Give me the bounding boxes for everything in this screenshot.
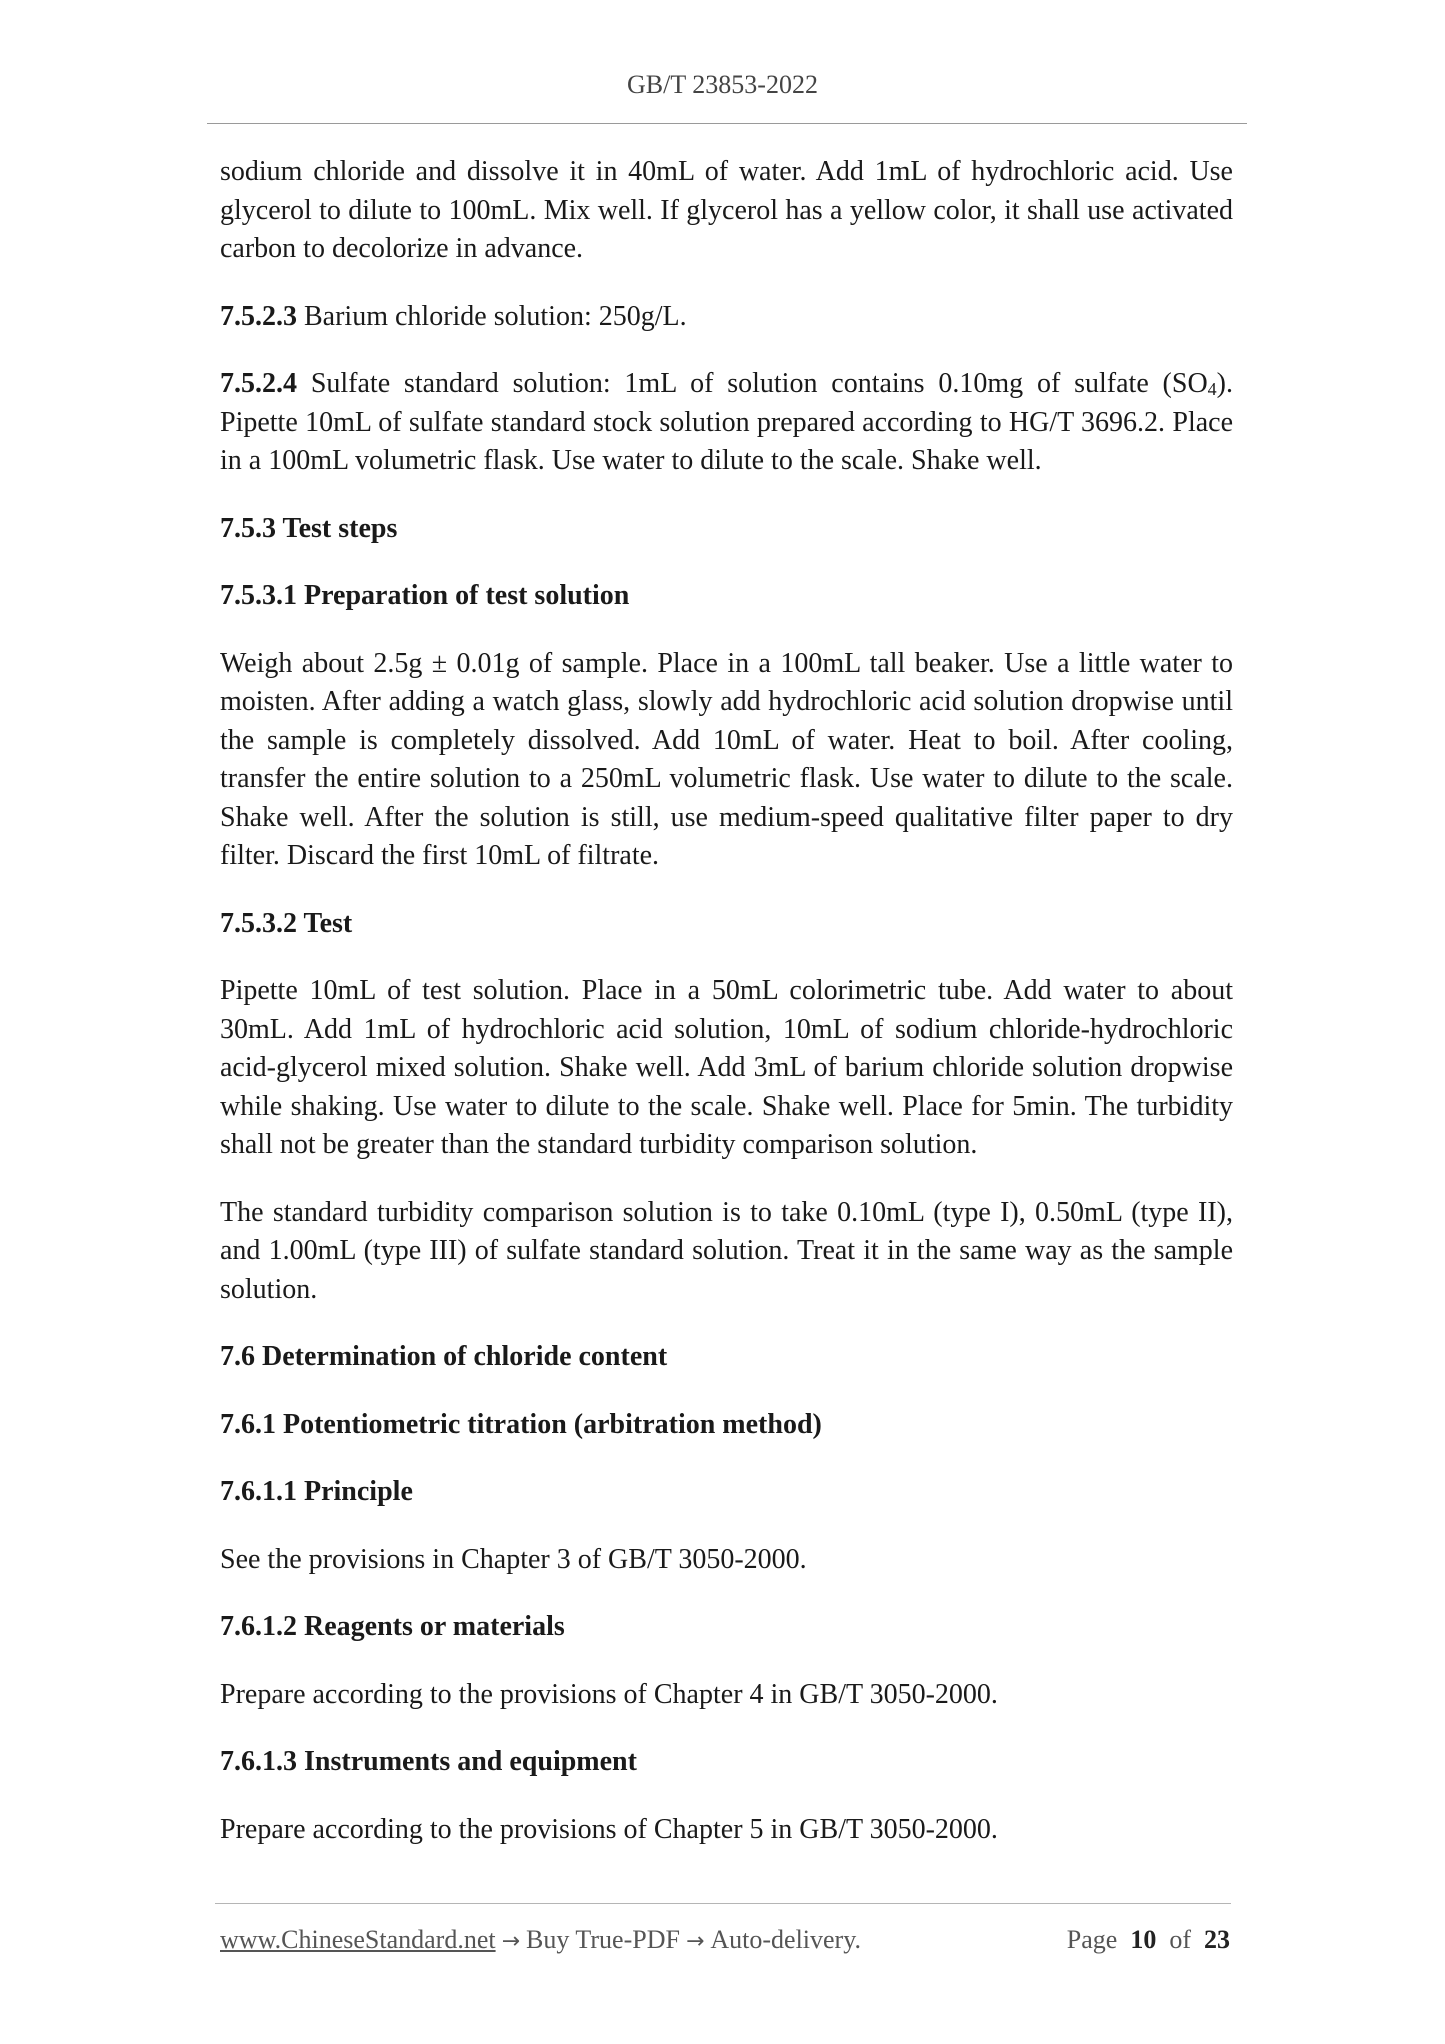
clause-text-part-b: ). Pipette 10mL of sulfate standard stock solution prepared according to HG/T 3696.2. Place in a 100mL volumetric flask. Use water to dilute to the scale. Shake well. xyxy=(220,368,1233,476)
current-page-number: 10 xyxy=(1130,1925,1157,1954)
paragraph-turbidity-comparison: The standard turbidity comparison solution is to take 0.10mL (type I), 0.50mL (type II), and 1.00mL (type III) of sulfate standard solution. Treat it in the same way as the sample solution. xyxy=(220,1196,1233,1305)
heading-7-5-3-2: 7.5.3.2 Test xyxy=(220,907,353,939)
clause-number: 7.5.2.3 xyxy=(220,300,297,332)
page-label: Page xyxy=(1066,1925,1118,1954)
total-pages-number: 23 xyxy=(1204,1925,1230,1954)
subscript-4: 4 xyxy=(1207,379,1217,399)
heading-7-6: 7.6 Determination of chloride content xyxy=(220,1341,668,1372)
clause-7-5-2-3 xyxy=(220,298,1233,337)
buy-pdf-text: Buy True-PDF xyxy=(526,1925,680,1954)
heading-7-6-1-3: 7.6.1.3 Instruments and equipment xyxy=(220,1746,637,1777)
paragraph-continuation: sodium chloride and dissolve it in 40mL of water. Add 1mL of hydrochloric acid. Use glycerol to dilute to 100mL. Mix well. If glycerol has a yellow color, it shall use activated carbon to decolorize in advance. xyxy=(220,156,1233,264)
paragraph-reagents: Prepare according to the provisions of Chapter 4 in GB/T 3050-2000. xyxy=(220,1678,998,1710)
paragraph-instruments: Prepare according to the provisions of Chapter 5 in GB/T 3050-2000. xyxy=(220,1813,998,1845)
paragraph-principle: See the provisions in Chapter 3 of GB/T 3050-2000. xyxy=(220,1543,807,1575)
arrow-right-icon: → xyxy=(501,1929,521,1954)
heading-7-5-3: 7.5.3 Test steps xyxy=(220,512,398,544)
heading-7-6-1-2: 7.6.1.2 Reagents or materials xyxy=(220,1611,565,1642)
arrow-right-icon: → xyxy=(685,1929,705,1954)
paragraph-test-solution-prep: Weigh about 2.5g ± 0.01g of sample. Place in a 100mL tall beaker. Use a little water to moisten. After adding a watch glass, slowly add hydrochloric acid solution dropwise until the sample is completely dissolved. Add 10mL of water. Heat to boil. After cooling, transfer the entire solution to a 250mL volumetric flask. Use water to dilute to the scale. Shake well. After the solution is still, use medium-speed qualitative filter paper to dry filter. Discard the first 10mL of filtrate. xyxy=(220,647,1233,871)
clause-number: 7.5.2.4 xyxy=(220,368,297,399)
heading-7-6-1: 7.6.1 Potentiometric titration (arbitration method) xyxy=(220,1408,822,1440)
clause-7-5-2-4 xyxy=(220,365,1233,481)
website-link[interactable]: www.ChineseStandard.net xyxy=(220,1925,496,1954)
header-divider xyxy=(207,123,1247,124)
paragraph-test-procedure: Pipette 10mL of test solution. Place in a 50mL colorimetric tube. Add water to about 30mL. Add 1mL of hydrochloric acid solution, 10mL of sodium chloride-hydrochloric acid-glycerol mixed solution. Shake well. Add 3mL of barium chloride solution dropwise while shaking. Use water to dilute to the scale. Shake well. Place for 5min. The turbidity shall not be greater than the standard turbidity comparison solution. xyxy=(220,975,1233,1160)
page-body xyxy=(220,153,1233,1849)
clause-text: Barium chloride solution: 250g/L. xyxy=(304,300,687,332)
heading-7-5-3-1: 7.5.3.1 Preparation of test solution xyxy=(220,580,630,611)
auto-delivery-text: Auto-delivery. xyxy=(710,1925,862,1954)
of-label: of xyxy=(1169,1925,1191,1954)
footer-promo xyxy=(220,1925,861,1955)
heading-7-6-1-1: 7.6.1.1 Principle xyxy=(220,1476,413,1507)
page-indicator xyxy=(1067,1925,1230,1955)
clause-text-part-a: Sulfate standard solution: 1mL of solution contains 0.10mg of sulfate (SO xyxy=(310,368,1208,399)
page-footer xyxy=(220,1925,1230,1961)
document-header xyxy=(0,70,1445,100)
document-id: GB/T 23853-2022 xyxy=(627,70,818,99)
footer-divider xyxy=(215,1903,1231,1904)
